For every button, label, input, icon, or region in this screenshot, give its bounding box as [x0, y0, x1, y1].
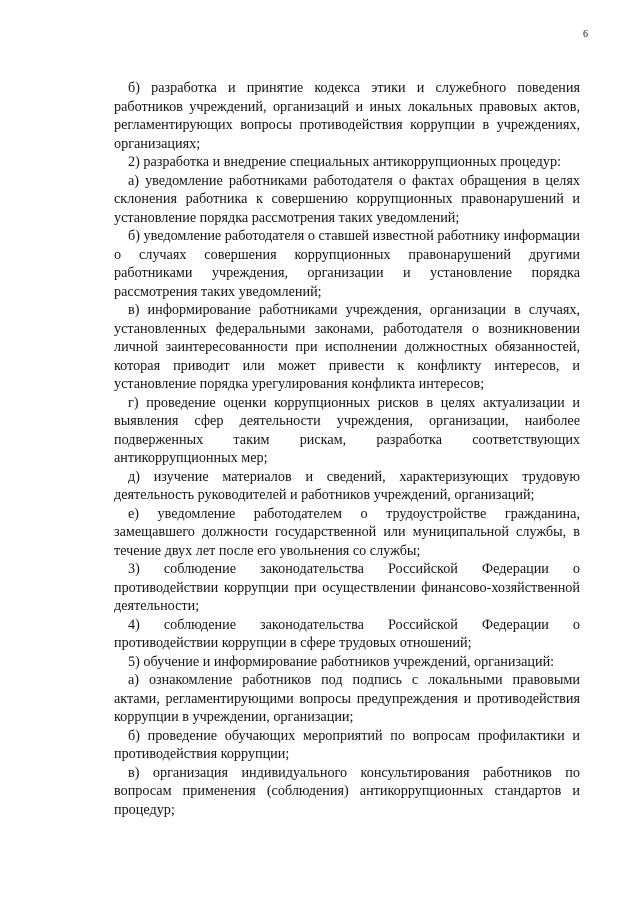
paragraph-2d-study-materials: д) изучение материалов и сведений, характеризующих трудовую деятельность руководителей и работников учреждений, организаций; [114, 468, 580, 503]
paragraph-2v-conflict-of-interest: в) информирование работниками учреждения, организации в случаях, установленных федеральными законами, работодателя о возникновении личной заинтересованности при исполнении должностных обязанностей, которая приводит или может привести к конфликту интересов, и установление порядка урегулирования конфликта интересов; [114, 302, 580, 392]
paragraph-5v-consulting: в) организация индивидуального консультирования работников по вопросам применения (соблюдения) антикоррупционных стандартов и процедур; [114, 764, 580, 818]
paragraph-2b-notification: б) уведомление работодателя о ставшей известной работнику информации о случаях совершения коррупционных правонарушений другими работниками учреждения, организации и установление порядка рассмотрения таких уведомлений; [114, 228, 580, 300]
paragraph-5-training: 5) обучение и информирование работников учреждений, организаций: [128, 653, 555, 670]
paragraph-2-anticorruption-procedures: 2) разработка и внедрение специальных антикоррупционных процедур: [128, 154, 561, 170]
paragraph-5b-training-events: б) проведение обучающих мероприятий по вопросам профилактики и противодействия коррупции; [114, 727, 580, 762]
paragraph-2a-notification: а) уведомление работниками работодателя о фактах обращения в целях склонения работника к совершению коррупционных правонарушений и установление порядка рассмотрения таких уведомлений; [114, 172, 580, 226]
paragraph-2e-employment-notice: е) уведомление работодателем о трудоустройстве гражданина, замещавшего должности государственной или муниципальной службы, в течение двух лет после его увольнения со службы; [114, 505, 580, 559]
page-number: 6 [583, 29, 588, 40]
document-body [114, 79, 580, 819]
paragraph-5a-familiarization: а) ознакомление работников под подпись с локальными правовыми актами, регламентирующими вопросы предупреждения и противодействия коррупции в учреждении, организации; [114, 672, 580, 725]
paragraph-3-financial-activity: 3) соблюдение законодательства Российской Федерации о противодействии коррупции при осуществлении финансово-хозяйственной деятельности; [114, 561, 580, 614]
paragraph-1b-code-of-ethics: б) разработка и принятие кодекса этики и служебного поведения работников учреждений, организаций и иных локальных правовых актов, регламентирующих вопросы противодействия коррупции в учреждениях, организациях; [114, 80, 580, 152]
paragraph-4-labor-relations: 4) соблюдение законодательства Российской Федерации о противодействии коррупции в сфере трудовых отношений; [114, 616, 580, 651]
paragraph-2g-risk-assessment: г) проведение оценки коррупционных рисков в целях актуализации и выявления сфер деятельности учреждения, организации, наиболее подверженных таким рискам, разработка соответствующих антикоррупционных мер; [114, 394, 580, 466]
